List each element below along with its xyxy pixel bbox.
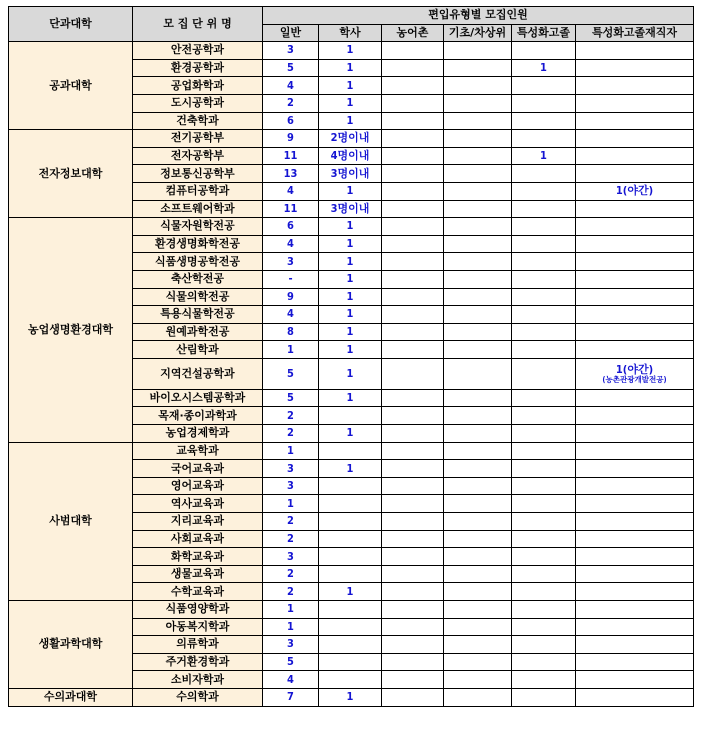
quota-cell [576, 270, 694, 288]
quota-cell [382, 389, 444, 407]
quota-cell [512, 42, 576, 60]
quota-cell [382, 147, 444, 165]
quota-cell [512, 601, 576, 619]
quota-cell [382, 460, 444, 478]
quota-cell [576, 636, 694, 654]
quota-cell [382, 653, 444, 671]
quota-cell: 11 [263, 147, 319, 165]
table-row [9, 442, 694, 460]
quota-cell: 1 [319, 182, 382, 200]
quota-cell: 2 [263, 94, 319, 112]
quota-cell [576, 565, 694, 583]
quota-cell [512, 130, 576, 148]
quota-cell [576, 442, 694, 460]
quota-cell [382, 235, 444, 253]
dept-name: 축산학전공 [133, 270, 263, 288]
dept-name: 안전공학과 [133, 42, 263, 60]
quota-cell [319, 495, 382, 513]
dept-name: 환경공학과 [133, 59, 263, 77]
quota-cell [319, 513, 382, 531]
quota-cell [512, 77, 576, 95]
quota-cell [444, 323, 512, 341]
quota-cell [382, 165, 444, 183]
quota-cell: 1 [319, 460, 382, 478]
quota-cell [512, 270, 576, 288]
quota-cell [382, 565, 444, 583]
quota-cell [319, 565, 382, 583]
quota-cell [512, 477, 576, 495]
quota-cell [512, 358, 576, 389]
table-body [9, 42, 694, 706]
quota-cell [444, 495, 512, 513]
quota-note: (농촌관광개발전공) [602, 375, 667, 385]
quota-cell [512, 253, 576, 271]
quota-cell: 1 [319, 323, 382, 341]
quota-cell [382, 671, 444, 689]
dept-name: 영어교육과 [133, 477, 263, 495]
quota-cell: 4 [263, 671, 319, 689]
quota-cell [512, 112, 576, 130]
quota-cell [576, 688, 694, 706]
quota-cell: 3 [263, 253, 319, 271]
quota-cell [576, 112, 694, 130]
dept-name: 공업화학과 [133, 77, 263, 95]
quota-cell [444, 130, 512, 148]
quota-cell: 1 [319, 688, 382, 706]
dept-name: 원예과학전공 [133, 323, 263, 341]
quota-cell [382, 688, 444, 706]
quota-cell [382, 288, 444, 306]
quota-cell [319, 442, 382, 460]
quota-cell [576, 601, 694, 619]
quota-cell [319, 601, 382, 619]
quota-cell [576, 323, 694, 341]
quota-cell [444, 565, 512, 583]
quota-cell [576, 165, 694, 183]
quota-cell: 2 [263, 530, 319, 548]
quota-cell: 1 [263, 495, 319, 513]
quota-cell [382, 42, 444, 60]
quota-cell: 2 [263, 513, 319, 531]
header-col: 특성화고졸 [512, 24, 576, 42]
quota-cell: 1 [512, 59, 576, 77]
quota-cell [444, 601, 512, 619]
quota-cell [444, 165, 512, 183]
college-name: 생활과학대학 [9, 601, 133, 689]
quota-cell [512, 548, 576, 566]
college-name: 수의과대학 [9, 688, 133, 706]
quota-cell: 6 [263, 112, 319, 130]
quota-cell [444, 389, 512, 407]
dept-name: 식품생명공학전공 [133, 253, 263, 271]
quota-cell: 1 [319, 341, 382, 359]
dept-name: 역사교육과 [133, 495, 263, 513]
quota-cell: 1 [263, 341, 319, 359]
quota-cell [444, 112, 512, 130]
quota-cell: 4 [263, 182, 319, 200]
college-name: 사범대학 [9, 442, 133, 600]
college-name: 전자정보대학 [9, 130, 133, 218]
quota-cell [382, 425, 444, 443]
quota-cell [319, 548, 382, 566]
quota-cell: 1(야간) [576, 182, 694, 200]
quota-cell [576, 147, 694, 165]
quota-cell [576, 59, 694, 77]
quota-cell [382, 513, 444, 531]
dept-name: 바이오시스템공학과 [133, 389, 263, 407]
quota-cell [512, 671, 576, 689]
quota-cell [382, 306, 444, 324]
quota-cell [444, 59, 512, 77]
quota-cell [576, 253, 694, 271]
quota-cell [382, 477, 444, 495]
quota-cell [512, 653, 576, 671]
quota-cell [512, 530, 576, 548]
quota-value: 1(야간) [615, 363, 654, 377]
dept-name: 의류학과 [133, 636, 263, 654]
dept-name: 도시공학과 [133, 94, 263, 112]
quota-cell: 5 [263, 59, 319, 77]
quota-cell: 4명이내 [319, 147, 382, 165]
quota-cell [512, 636, 576, 654]
quota-cell: 3 [263, 42, 319, 60]
quota-cell [382, 218, 444, 236]
dept-name: 지역건설공학과 [133, 358, 263, 389]
quota-cell [576, 77, 694, 95]
quota-cell: 1 [319, 94, 382, 112]
quota-cell [444, 200, 512, 218]
quota-cell [444, 460, 512, 478]
quota-cell [382, 270, 444, 288]
quota-cell [444, 671, 512, 689]
quota-cell [382, 358, 444, 389]
quota-cell: 1 [319, 218, 382, 236]
quota-cell [444, 653, 512, 671]
header-dept: 모 집 단 위 명 [133, 7, 263, 42]
quota-cell [382, 618, 444, 636]
quota-cell: 11 [263, 200, 319, 218]
quota-cell [444, 618, 512, 636]
quota-cell: 3명이내 [319, 165, 382, 183]
quota-cell: 5 [263, 389, 319, 407]
quota-cell: 6 [263, 218, 319, 236]
quota-cell [444, 270, 512, 288]
quota-cell [319, 636, 382, 654]
quota-cell [576, 513, 694, 531]
quota-cell: 1 [319, 59, 382, 77]
quota-cell: 2 [263, 425, 319, 443]
table-row [9, 601, 694, 619]
quota-cell [512, 389, 576, 407]
quota-cell [576, 671, 694, 689]
quota-cell [382, 323, 444, 341]
dept-name: 지리교육과 [133, 513, 263, 531]
table-row [9, 130, 694, 148]
quota-cell [576, 306, 694, 324]
quota-cell [382, 94, 444, 112]
quota-cell [382, 182, 444, 200]
quota-cell [512, 425, 576, 443]
quota-cell: 2 [263, 407, 319, 425]
quota-cell [576, 94, 694, 112]
header-col: 기초/차상위 [444, 24, 512, 42]
header-college: 단과대학 [9, 7, 133, 42]
quota-cell [576, 618, 694, 636]
quota-cell [444, 147, 512, 165]
quota-cell: 4 [263, 306, 319, 324]
quota-cell [512, 235, 576, 253]
header-col: 농어촌 [382, 24, 444, 42]
header-col: 특성화고졸재직자 [576, 24, 694, 42]
quota-cell [444, 583, 512, 601]
quota-cell [576, 407, 694, 425]
dept-name: 산림학과 [133, 341, 263, 359]
quota-cell [512, 165, 576, 183]
quota-cell [382, 548, 444, 566]
quota-cell: 7 [263, 688, 319, 706]
table-row [9, 42, 694, 60]
quota-cell [444, 636, 512, 654]
quota-cell [512, 513, 576, 531]
quota-cell: 9 [263, 288, 319, 306]
quota-cell [444, 688, 512, 706]
quota-cell [512, 583, 576, 601]
quota-cell [382, 495, 444, 513]
quota-cell: 4 [263, 77, 319, 95]
quota-cell [576, 477, 694, 495]
quota-cell [512, 182, 576, 200]
quota-cell: 2 [263, 565, 319, 583]
quota-cell: 1 [319, 77, 382, 95]
quota-cell [512, 618, 576, 636]
quota-cell: - [263, 270, 319, 288]
quota-cell [382, 112, 444, 130]
admission-table [8, 6, 694, 707]
quota-cell: 5 [263, 358, 319, 389]
quota-cell: 2 [263, 583, 319, 601]
dept-name: 수학교육과 [133, 583, 263, 601]
quota-cell [382, 200, 444, 218]
quota-cell [576, 583, 694, 601]
quota-cell: 1 [512, 147, 576, 165]
quota-cell [444, 530, 512, 548]
dept-name: 아동복지학과 [133, 618, 263, 636]
quota-cell [512, 688, 576, 706]
dept-name: 건축학과 [133, 112, 263, 130]
quota-cell [444, 235, 512, 253]
quota-cell [576, 389, 694, 407]
quota-cell [444, 218, 512, 236]
quota-cell [319, 477, 382, 495]
quota-cell [382, 77, 444, 95]
dept-name: 전기공학부 [133, 130, 263, 148]
quota-cell [576, 495, 694, 513]
quota-cell: 1 [319, 306, 382, 324]
quota-cell [576, 425, 694, 443]
quota-cell [382, 253, 444, 271]
quota-cell [576, 341, 694, 359]
quota-cell: 1 [319, 112, 382, 130]
dept-name: 생물교육과 [133, 565, 263, 583]
quota-cell [319, 671, 382, 689]
quota-cell: 1 [319, 583, 382, 601]
dept-name: 국어교육과 [133, 460, 263, 478]
quota-cell [444, 42, 512, 60]
quota-cell: 5 [263, 653, 319, 671]
quota-cell: 9 [263, 130, 319, 148]
quota-cell [512, 94, 576, 112]
quota-cell [444, 513, 512, 531]
quota-cell [512, 218, 576, 236]
quota-cell [576, 218, 694, 236]
quota-cell [444, 77, 512, 95]
dept-name: 교육학과 [133, 442, 263, 460]
quota-cell [512, 323, 576, 341]
quota-cell [444, 182, 512, 200]
dept-name: 정보통신공학부 [133, 165, 263, 183]
dept-name: 목재·종이과학과 [133, 407, 263, 425]
college-name: 공과대학 [9, 42, 133, 130]
dept-name: 수의학과 [133, 688, 263, 706]
quota-cell [576, 358, 694, 389]
college-name: 농업생명환경대학 [9, 218, 133, 443]
header-col: 학사 [319, 24, 382, 42]
quota-cell: 3명이내 [319, 200, 382, 218]
quota-cell [512, 341, 576, 359]
quota-cell [512, 565, 576, 583]
quota-cell [576, 288, 694, 306]
quota-cell [512, 407, 576, 425]
quota-cell [576, 235, 694, 253]
dept-name: 식품영양학과 [133, 601, 263, 619]
quota-cell [382, 407, 444, 425]
dept-name: 소비자학과 [133, 671, 263, 689]
dept-name: 식물의학전공 [133, 288, 263, 306]
quota-cell [512, 442, 576, 460]
quota-cell: 1 [319, 358, 382, 389]
quota-cell [319, 407, 382, 425]
quota-cell [512, 495, 576, 513]
quota-cell: 1 [319, 253, 382, 271]
dept-name: 소프트웨어학과 [133, 200, 263, 218]
quota-cell [576, 548, 694, 566]
quota-cell [319, 618, 382, 636]
quota-cell [576, 200, 694, 218]
quota-cell [319, 530, 382, 548]
quota-cell: 13 [263, 165, 319, 183]
dept-name: 전자공학부 [133, 147, 263, 165]
quota-cell [382, 130, 444, 148]
quota-cell: 1 [319, 425, 382, 443]
dept-name: 식물자원학전공 [133, 218, 263, 236]
dept-name: 화학교육과 [133, 548, 263, 566]
quota-cell [444, 407, 512, 425]
dept-name: 농업경제학과 [133, 425, 263, 443]
quota-cell [382, 341, 444, 359]
quota-cell: 1 [319, 235, 382, 253]
quota-cell [576, 653, 694, 671]
quota-cell [444, 288, 512, 306]
quota-cell [444, 477, 512, 495]
quota-cell [576, 130, 694, 148]
quota-cell [319, 653, 382, 671]
quota-cell: 1 [319, 288, 382, 306]
quota-cell [512, 460, 576, 478]
quota-cell [444, 306, 512, 324]
quota-cell: 1 [263, 618, 319, 636]
quota-cell [444, 442, 512, 460]
header-col: 일반 [263, 24, 319, 42]
quota-cell: 3 [263, 477, 319, 495]
quota-cell: 1 [319, 389, 382, 407]
quota-cell [444, 253, 512, 271]
quota-cell [382, 442, 444, 460]
quota-cell: 8 [263, 323, 319, 341]
quota-cell [444, 358, 512, 389]
quota-cell [382, 59, 444, 77]
table-row [9, 218, 694, 236]
header-group: 편입유형별 모집인원 [263, 7, 694, 25]
quota-cell [444, 341, 512, 359]
table-row [9, 688, 694, 706]
quota-cell [382, 583, 444, 601]
quota-cell [576, 42, 694, 60]
quota-cell: 1 [319, 42, 382, 60]
quota-cell [512, 200, 576, 218]
dept-name: 컴퓨터공학과 [133, 182, 263, 200]
quota-cell: 3 [263, 636, 319, 654]
dept-name: 특용식물학전공 [133, 306, 263, 324]
quota-cell: 1 [263, 442, 319, 460]
quota-cell [382, 530, 444, 548]
quota-cell [444, 94, 512, 112]
quota-cell [382, 636, 444, 654]
quota-cell [444, 425, 512, 443]
quota-cell: 3 [263, 548, 319, 566]
quota-cell: 1 [263, 601, 319, 619]
dept-name: 환경생명화학전공 [133, 235, 263, 253]
quota-cell [444, 548, 512, 566]
quota-cell [512, 288, 576, 306]
quota-cell: 4 [263, 235, 319, 253]
quota-cell: 1 [319, 270, 382, 288]
quota-cell [576, 530, 694, 548]
quota-cell [512, 306, 576, 324]
dept-name: 주거환경학과 [133, 653, 263, 671]
quota-cell: 2명이내 [319, 130, 382, 148]
dept-name: 사회교육과 [133, 530, 263, 548]
quota-cell [576, 460, 694, 478]
quota-cell [382, 601, 444, 619]
quota-cell: 3 [263, 460, 319, 478]
